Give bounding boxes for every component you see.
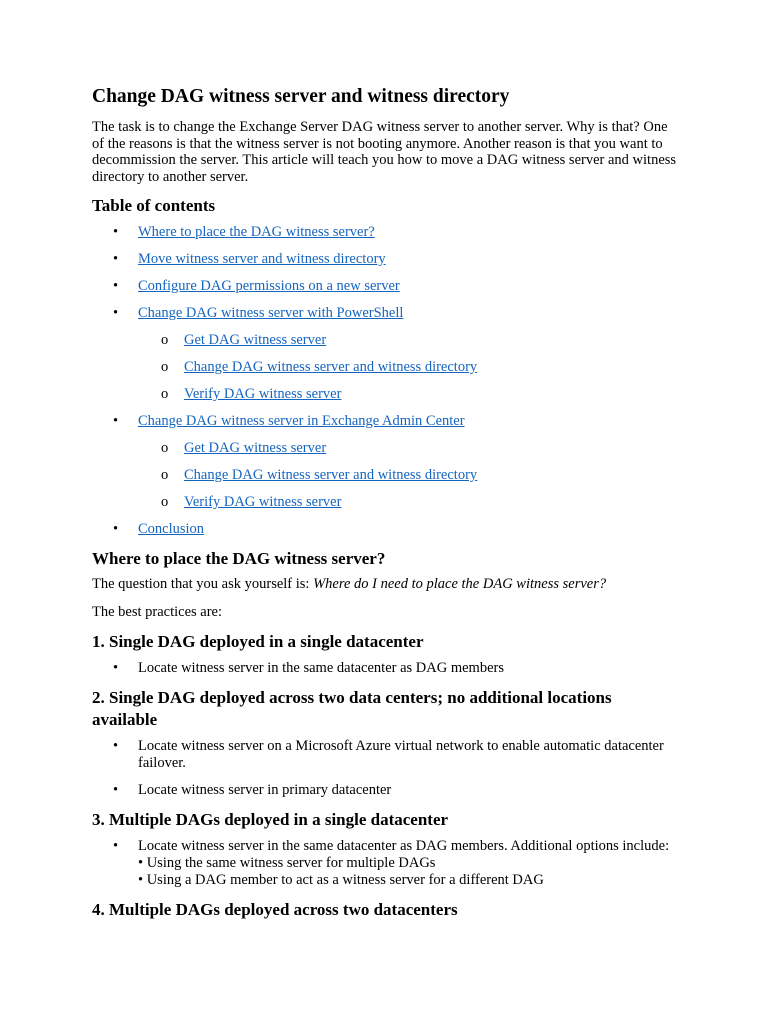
toc-item <box>92 224 678 241</box>
toc-item <box>92 278 678 295</box>
question-paragraph <box>92 576 678 593</box>
practice-heading-2: 2. Single DAG deployed across two data centers; no additional locations available <box>92 688 612 729</box>
practice-list-2 <box>92 738 678 799</box>
bullet-icon: • <box>113 278 119 294</box>
list-item-text: Locate witness server in the same datacenter as DAG members <box>138 660 504 676</box>
toc-sublist <box>138 332 678 403</box>
practice-list-1 <box>92 660 678 677</box>
bullet-icon: • <box>113 224 119 240</box>
toc-heading: Table of contents <box>92 196 216 215</box>
list-item-text: Locate witness server in the same datacenter as DAG members. Additional options include: <box>138 838 670 854</box>
toc-link-eac-verify[interactable]: Verify DAG witness server <box>184 494 342 510</box>
toc-list <box>92 224 678 538</box>
toc-link-eac-get[interactable]: Get DAG witness server <box>184 440 327 456</box>
toc-link-powershell[interactable]: Change DAG witness server with PowerShell <box>138 305 404 321</box>
toc-link-eac-change[interactable]: Change DAG witness server and witness directory <box>184 467 478 483</box>
toc-link-ps-verify[interactable]: Verify DAG witness server <box>184 386 342 402</box>
best-practices-intro: The best practices are: <box>92 603 223 620</box>
toc-link-conclusion[interactable]: Conclusion <box>138 521 205 537</box>
toc-link-ps-change[interactable]: Change DAG witness server and witness directory <box>184 359 478 375</box>
list-item <box>92 738 678 772</box>
page-title: Change DAG witness server and witness directory <box>92 86 510 107</box>
circle-bullet-icon: o <box>161 440 169 456</box>
toc-item <box>92 251 678 268</box>
list-subline: • Using a DAG member to act as a witness server for a different DAG <box>138 872 544 888</box>
document-page <box>92 84 678 928</box>
toc-item <box>92 413 678 511</box>
circle-bullet-icon: o <box>161 494 169 510</box>
practice-list-3 <box>92 838 678 889</box>
toc-subitem <box>138 359 678 376</box>
bullet-icon: • <box>113 413 119 429</box>
question-prefix: The question that you ask yourself is: <box>92 576 314 592</box>
toc-link-eac[interactable]: Change DAG witness server in Exchange Admin Center <box>138 413 465 429</box>
practice-heading-4: 4. Multiple DAGs deployed across two datacenters <box>92 900 458 919</box>
list-item-text: Locate witness server in primary datacenter <box>138 782 392 798</box>
list-item <box>92 782 678 799</box>
question-italic: Where do I need to place the DAG witness server? <box>313 576 607 592</box>
bullet-icon: • <box>113 838 119 854</box>
bullet-icon: • <box>113 251 119 267</box>
bullet-icon: • <box>113 521 119 537</box>
toc-item <box>92 305 678 403</box>
circle-bullet-icon: o <box>161 467 169 483</box>
practice-heading-1: 1. Single DAG deployed in a single datacenter <box>92 632 424 651</box>
list-item <box>92 660 678 677</box>
circle-bullet-icon: o <box>161 386 169 402</box>
toc-link-ps-get[interactable]: Get DAG witness server <box>184 332 327 348</box>
section-heading: Where to place the DAG witness server? <box>92 549 386 568</box>
bullet-icon: • <box>113 782 119 798</box>
list-subline: • Using the same witness server for multiple DAGs <box>138 855 436 871</box>
toc-item <box>92 521 678 538</box>
practice-heading-3: 3. Multiple DAGs deployed in a single datacenter <box>92 810 449 829</box>
circle-bullet-icon: o <box>161 332 169 348</box>
toc-subitem <box>138 494 678 511</box>
toc-link-move-witness[interactable]: Move witness server and witness directory <box>138 251 386 267</box>
bullet-icon: • <box>113 305 119 321</box>
toc-subitem <box>138 386 678 403</box>
toc-sublist <box>138 440 678 511</box>
toc-subitem <box>138 332 678 349</box>
bullet-icon: • <box>113 660 119 676</box>
list-item-text: Locate witness server on a Microsoft Azure virtual network to enable automatic datacenter failover. <box>138 738 664 771</box>
toc-subitem <box>138 467 678 484</box>
list-item <box>92 838 678 889</box>
toc-link-where-to-place[interactable]: Where to place the DAG witness server? <box>138 224 375 240</box>
circle-bullet-icon: o <box>161 359 169 375</box>
toc-link-configure-permissions[interactable]: Configure DAG permissions on a new server <box>138 278 400 294</box>
intro-paragraph: The task is to change the Exchange Server DAG witness server to another server. Why is that? One of the reasons is that the witness server is not booting anymore. Another reason is that you want to decommission the server. This article will teach you how to move a DAG witness server and witness directory to another server. <box>92 119 677 185</box>
toc-subitem <box>138 440 678 457</box>
bullet-icon: • <box>113 738 119 754</box>
